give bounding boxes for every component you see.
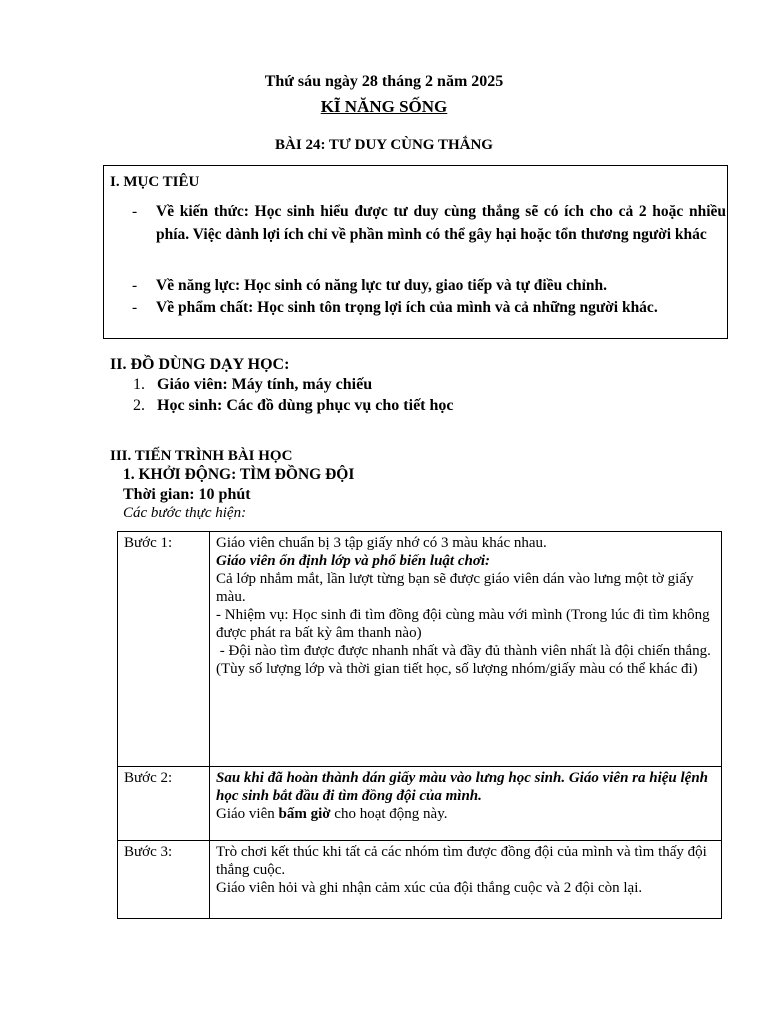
step-line: Giáo viên chuẩn bị 3 tập giấy nhớ có 3 màu khác nhau. [216,535,547,551]
date-line: Thứ sáu ngày 28 tháng 2 năm 2025 [264,73,504,90]
objectives-heading: I. MỤC TIÊU [110,174,200,190]
step-line: - Đội nào tìm được được nhanh nhất và đầy đủ thành viên nhất là đội chiến thắng. [216,643,711,659]
lesson-title: BÀI 24: TƯ DUY CÙNG THẮNG [275,137,493,153]
objective-item-competence [134,274,726,297]
objective-text: Về phẩm chất: Học sinh tôn trọng lợi ích của mình và cả những người khác. [156,299,658,316]
list-number: 2. [133,397,145,414]
materials-item-student [133,397,454,415]
objective-text: Về kiến thức: Học sinh hiểu được tư duy cùng thắng sẽ có ích cho cả 2 hoặc nhiều phía. Việc dành lợi ích chỉ về phần mình có thể gây hại hoặc tổn thương người khác [156,203,726,243]
step-line: Giáo viên ổn định lớp và phổ biến luật chơi: [216,553,491,569]
step-line: Trò chơi kết thúc khi tất cả các nhóm tìm được đồng đội của mình và tìm thấy đội thắng cuộc. [216,844,707,878]
warmup-heading: 1. KHỞI ĐỘNG: TÌM ĐỒNG ĐỘI [123,466,355,483]
objectives-box [103,165,728,339]
step-line [216,805,715,823]
materials-item-text: Giáo viên: Máy tính, máy chiếu [157,376,373,393]
step-line: Cả lớp nhắm mắt, lần lượt từng bạn sẽ được giáo viên dán vào lưng một tờ giấy màu. [216,571,694,605]
materials-item-teacher [133,376,372,394]
objective-item-knowledge [134,200,726,246]
step-line: Giáo viên hỏi và ghi nhận cảm xúc của đội thắng cuộc và 2 đội còn lại. [216,880,643,896]
table-row [118,841,722,919]
step-label: Bước 2: [118,767,210,841]
materials-heading: II. ĐỒ DÙNG DẠY HỌC: [110,356,290,373]
list-dash: - [132,299,138,316]
step-text: cho hoạt động này. [330,806,448,822]
step-label: Bước 3: [118,841,210,919]
step-line: Sau khi đã hoàn thành dán giấy màu vào lưng học sinh. Giáo viên ra hiệu lệnh học sinh bắt đầu đi tìm đồng đội của mình. [216,770,709,804]
subject-title: KĨ NĂNG SỐNG [320,97,448,116]
step-content [210,532,722,767]
list-dash: - [132,277,138,294]
objective-item-quality [134,296,726,319]
objective-text: Về năng lực: Học sinh có năng lực tư duy, giao tiếp và tự điều chỉnh. [156,277,608,294]
list-dash: - [132,203,138,220]
steps-intro: Các bước thực hiện: [123,505,247,521]
materials-item-text: Học sinh: Các đồ dùng phục vụ cho tiết học [157,397,454,414]
step-content [210,767,722,841]
step-text-bold: bấm giờ [278,806,331,822]
table-row [118,767,722,841]
step-line: - Nhiệm vụ: Học sinh đi tìm đồng đội cùng màu với mình (Trong lúc đi tìm không được phát ra bất kỳ âm thanh nào) [216,607,710,641]
process-heading: III. TIẾN TRÌNH BÀI HỌC [110,448,293,464]
steps-table [117,531,722,919]
step-text: Giáo viên [216,806,279,822]
time-line: Thời gian: 10 phút [123,486,251,503]
step-line: (Tùy số lượng lớp và thời gian tiết học, số lượng nhóm/giấy màu có thể khác đi) [216,661,698,677]
step-label: Bước 1: [118,532,210,767]
table-row [118,532,722,767]
list-number: 1. [133,376,145,393]
step-content [210,841,722,919]
